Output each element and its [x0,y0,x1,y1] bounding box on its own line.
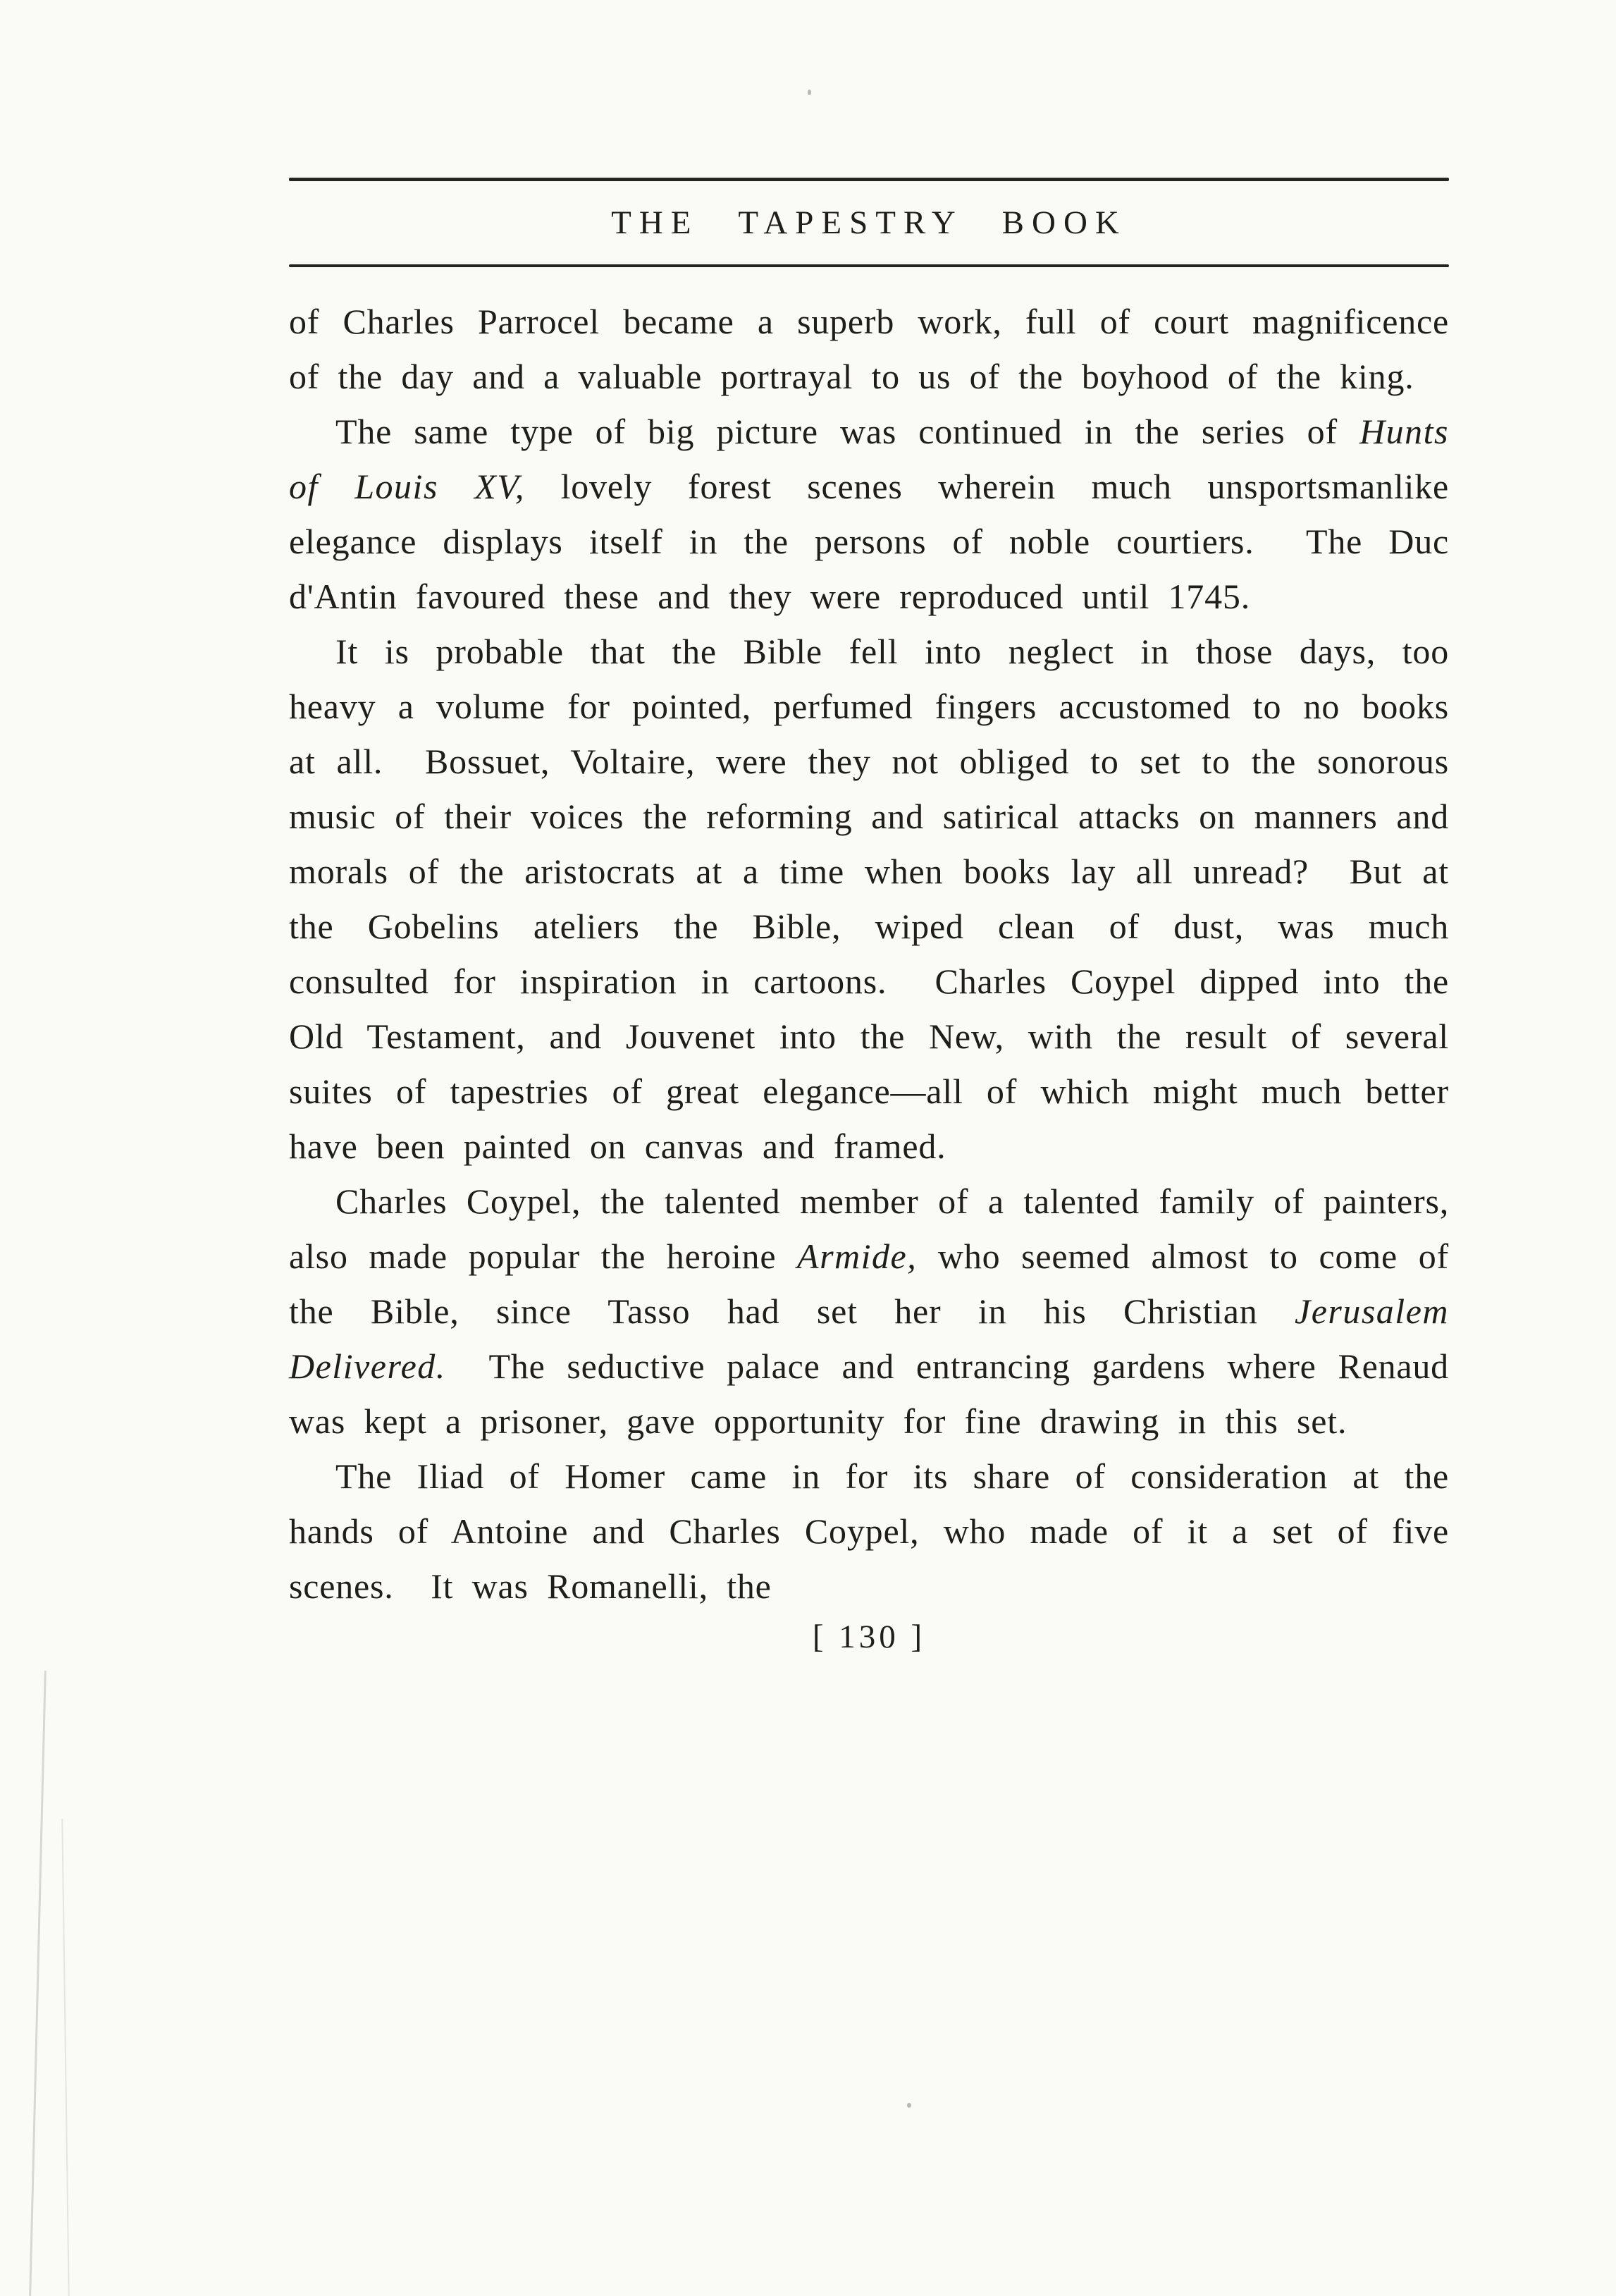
text-run: lovely forest scenes wherein much unsportsmanlike elegance displays itself in the persons of noble courtiers. The Duc d'Antin favoured these and they were reproduced until 1745. [289,467,1449,616]
paragraph [289,404,1449,624]
italic-text-run: Hunts of Louis XV, [289,412,1449,506]
scan-speck [907,2103,911,2108]
running-header-title: THE TAPESTRY BOOK [611,204,1127,241]
page-text [289,294,1449,1614]
italic-text-run: Jerusalem Delivered. [289,1291,1449,1386]
text-run: Charles Coypel, the talented member of a talented family of painters, also made popular the heroine [289,1181,1449,1276]
text-run: The seductive palace and entrancing gardens where Renaud was kept a prisoner, gave opportunity for fine drawing in this set. [289,1346,1449,1441]
paragraph [289,624,1449,1174]
scan-artifact-line [61,1819,69,2296]
text-run: who seemed almost to come of the Bible, since Tasso had set her in his Christian [289,1236,1449,1331]
text-run: of Charles Parrocel became a superb work, full of court magnificence of the day and a valuable portrayal to us of the boyhood of the king. [289,302,1449,396]
header-rule-bottom [289,264,1449,267]
paragraph [289,1174,1449,1449]
paragraph [289,294,1449,404]
text-run: It is probable that the Bible fell into neglect in those days, too heavy a volume for pointed, perfumed fingers accustomed to no books at all. Bossuet, Voltaire, were they not obliged to set to the sonorous music of their voices the reforming and satirical attacks on manners and morals of the aristocrats at a time when books lay all unread? But at the Gobelins ateliers the Bible, wiped clean of dust, was much consulted for inspiration in cartoons. Charles Coypel dipped into the Old Testament, and Jouvenet into the New, with the result of several suites of tapestries of great elegance—all of which might much better have been painted on canvas and framed. [289,632,1449,1166]
scan-artifact-line [29,1671,47,2296]
paragraph [289,1449,1449,1614]
page-number: [ 130 ] [812,1619,926,1655]
italic-text-run: Armide, [797,1236,918,1276]
text-run: The same type of big picture was continued in the series of [335,412,1360,451]
text-run: The Iliad of Homer came in for its share of consideration at the hands of Antoine and Charles Coypel, who made of it a set of five scenes. It was Romanelli, the [289,1456,1449,1606]
text-column [289,0,1449,1656]
